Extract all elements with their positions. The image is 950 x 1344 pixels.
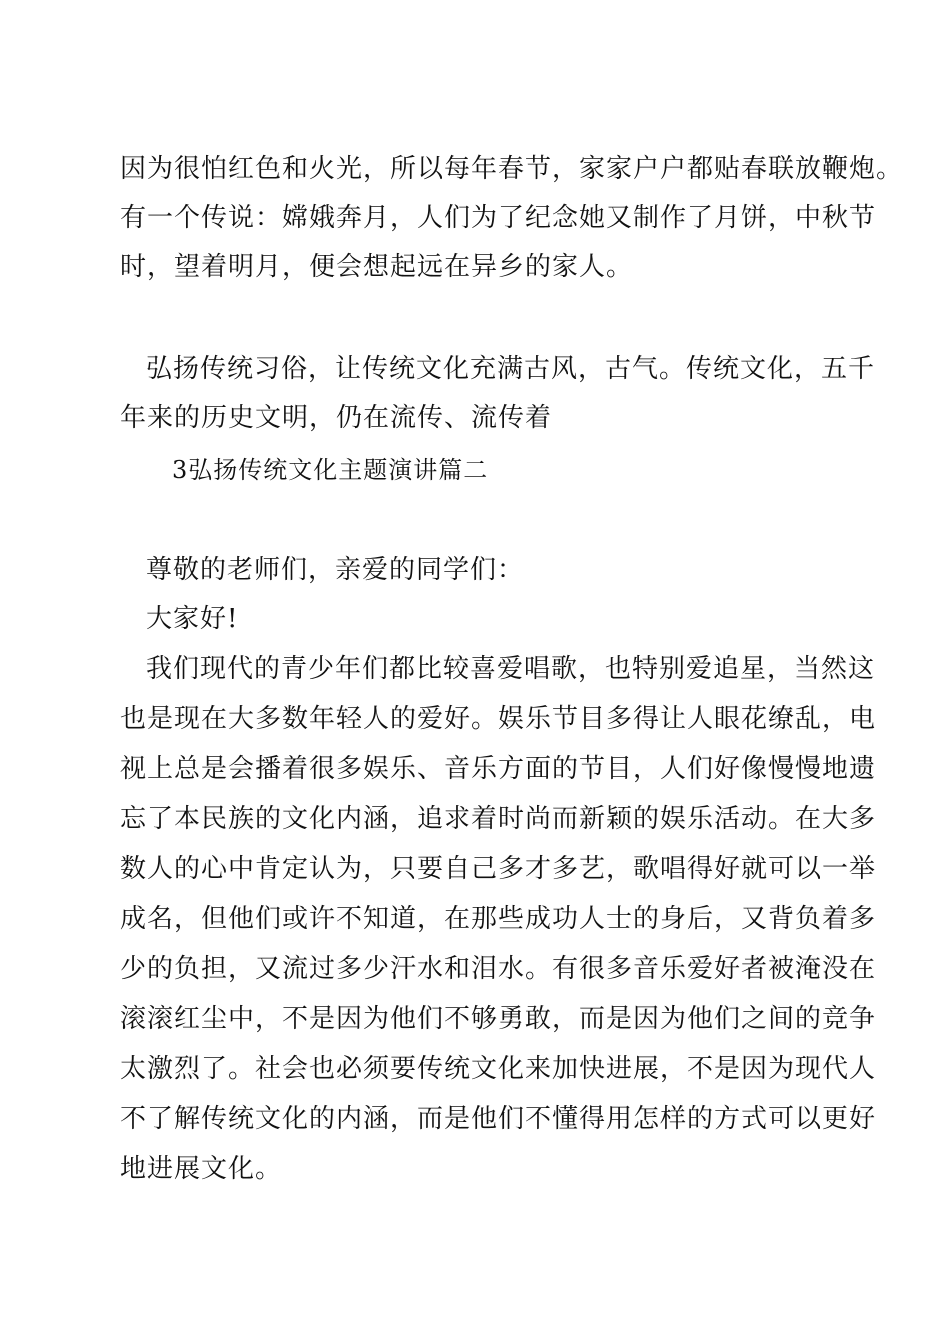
- paragraph-line: 数人的心中肯定认为，只要自己多才多艺，歌唱得好就可以一举: [120, 854, 877, 884]
- paragraph-line: 视上总是会播着很多娱乐、音乐方面的节目，人们好像慢慢地遗: [120, 754, 877, 784]
- section-title: 3弘扬传统文化主题演讲篇二: [172, 456, 489, 484]
- paragraph-line: 太激烈了。社会也必须要传统文化来加快进展，不是因为现代人: [120, 1054, 877, 1084]
- paragraph-line: 我们现代的青少年们都比较喜爱唱歌，也特别爱追星，当然这: [146, 654, 876, 684]
- paragraph-line: 滚滚红尘中，不是因为他们不够勇敢，而是因为他们之间的竞争: [120, 1004, 877, 1034]
- paragraph-line: 弘扬传统习俗，让传统文化充满古风，古气。传统文化，五千: [146, 354, 876, 384]
- paragraph-line: 时，望着明月，便会想起远在异乡的家人。: [120, 252, 634, 282]
- paragraph-line: 成名，但他们或许不知道，在那些成功人士的身后，又背负着多: [120, 904, 877, 934]
- paragraph-line: 地进展文化。: [120, 1154, 283, 1184]
- paragraph-line: 年来的历史文明，仍在流传、流传着: [120, 403, 553, 433]
- paragraph-line: 忘了本民族的文化内涵，追求着时尚而新颖的娱乐活动。在大多: [120, 804, 877, 834]
- paragraph-line: 有一个传说：嫦娥奔月，人们为了纪念她又制作了月饼，中秋节: [120, 203, 877, 233]
- paragraph-line: 不了解传统文化的内涵，而是他们不懂得用怎样的方式可以更好: [120, 1104, 877, 1134]
- paragraph-line: 也是现在大多数年轻人的爱好。娱乐节目多得让人眼花缭乱，电: [120, 704, 877, 734]
- greeting: 大家好!: [146, 604, 239, 634]
- paragraph-line: 少的负担，又流过多少汗水和泪水。有很多音乐爱好者被淹没在: [120, 954, 877, 984]
- salutation: 尊敬的老师们，亲爱的同学们：: [146, 555, 525, 585]
- paragraph-line: 因为很怕红色和火光，所以每年春节，家家户户都贴春联放鞭炮。: [120, 154, 904, 184]
